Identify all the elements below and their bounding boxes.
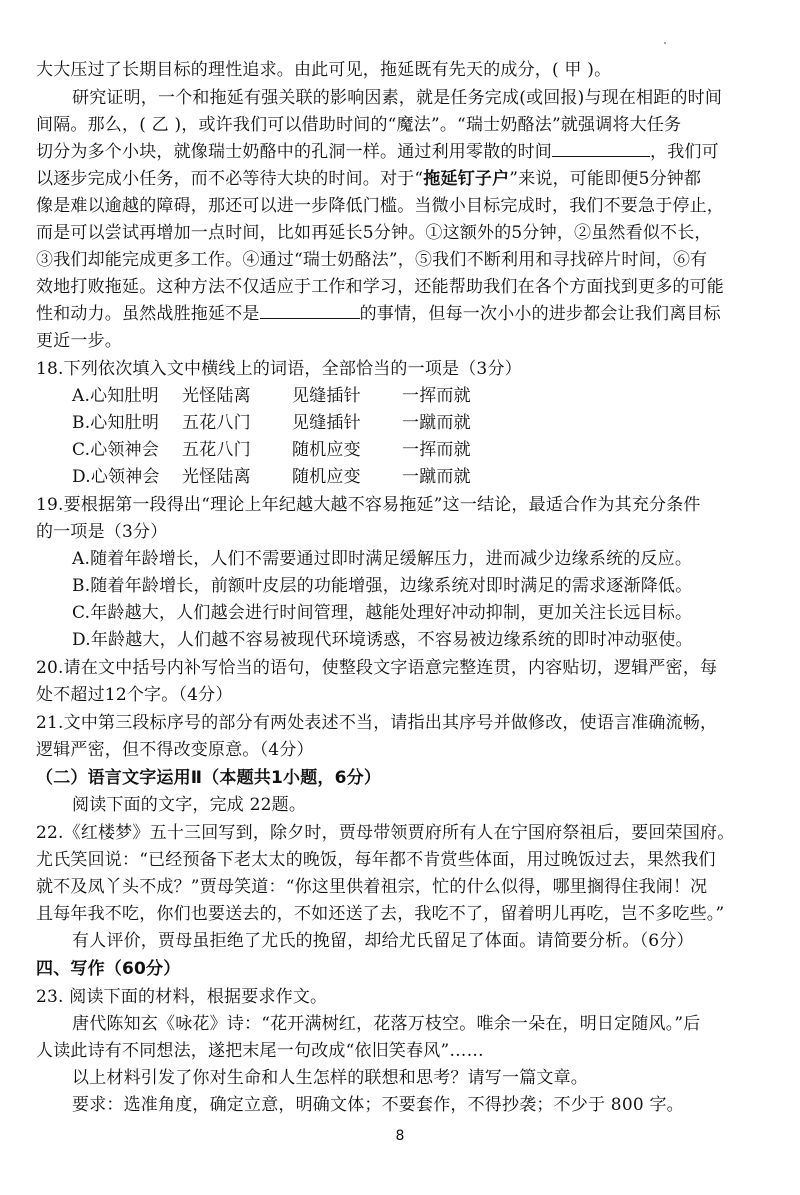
q18-option-c: C.心领神会 五花八门 随机应变 一挥而就 bbox=[72, 440, 471, 460]
research-line-5: 像是难以逾越的障碍，那还可以进一步降低门槛。当微小目标完成时，我们不要急于停止， bbox=[36, 196, 724, 216]
section4-heading: 四、写作（60分） bbox=[36, 959, 181, 979]
q22-line-1: 22.《红楼梦》五十三回写到，除夕时，贾母带领贾府所有人在宁国府祭祖后，要回荣国府。 bbox=[36, 823, 735, 843]
q21-line-2: 逻辑严密，但不得改变原意。（4分） bbox=[36, 740, 314, 760]
bold-term: 拖延钉子户 bbox=[423, 169, 510, 189]
fill-blank-2 bbox=[260, 302, 360, 319]
q19-stem-2: 的一项是（3分） bbox=[36, 522, 168, 542]
q20-line-1: 20.请在文中括号内补写恰当的语句，使整段文字语意完整连贯，内容贴切，逻辑严密，每 bbox=[36, 658, 718, 678]
q23-line-4: 以上材料引发了你对生命和人生怎样的联想和思考？请写一篇文章。 bbox=[72, 1068, 588, 1088]
q22-line-4: 且每年我不吃，你们也要送去的，不如还送了去，我吃不了，留着明儿再吃，岂不多吃些。” bbox=[36, 904, 725, 924]
q19-stem-1: 19.要根据第一段得出“理论上年纪越大越不容易拖延”这一结论，最适合作为其充分条件 bbox=[36, 495, 701, 515]
q23-line-5: 要求：选准角度，确定立意，明确文体；不要套作，不得抄袭；不少于 800 字。 bbox=[72, 1095, 684, 1115]
q21-line-1: 21.文中第三段标序号的部分有两处表述不当，请指出其序号并做修改，使语言准确流畅， bbox=[36, 713, 718, 733]
q19-option-b: B.随着年龄增长，前额叶皮层的功能增强，边缘系统对即时满足的需求逐渐降低。 bbox=[72, 576, 693, 596]
q22-line-5: 有人评价，贾母虽拒绝了尤氏的挽留，却给尤氏留足了体面。请简要分析。（6分） bbox=[72, 931, 694, 951]
page-number: 8 bbox=[395, 1128, 405, 1144]
research-line-1: 研究证明，一个和拖延有强关联的影响因素，就是任务完成(或回报)与现在相距的时间 bbox=[72, 88, 723, 108]
q20-line-2: 处不超过12个字。（4分） bbox=[36, 685, 233, 705]
q19-option-d: D.年龄越大，人们越不容易被现代环境诱惑，不容易被边缘系统的即时冲动驱使。 bbox=[72, 630, 693, 650]
q18-option-a: A.心知肚明 光怪陆离 见缝插针 一挥而就 bbox=[72, 386, 471, 406]
q23-line-3: 人读此诗有不同想法，遂把末尾一句改成“依旧笑春风”…… bbox=[36, 1041, 484, 1061]
research-line-10: 更近一步。 bbox=[36, 331, 122, 351]
q23-line-2: 唐代陈知玄《咏花》诗：“花开满树红，花落万枝空。唯余一朵在，明日定随风。”后 bbox=[72, 1014, 701, 1034]
research-line-4: 以逐步完成小任务，而不必等待大块的时间。对于“拖延钉子户”来说，可能即便5分钟都 bbox=[36, 169, 702, 189]
intro-line: 大大压过了长期目标的理性追求。由此可见，拖延既有先天的成分，( 甲 )。 bbox=[36, 60, 612, 80]
fill-blank-1 bbox=[552, 140, 650, 157]
section2-instruction: 阅读下面的文字，完成 22题。 bbox=[72, 795, 307, 815]
q18-stem: 18.下列依次填入文中横线上的词语，全部恰当的一项是（3分） bbox=[36, 359, 522, 379]
research-line-2: 间隔。那么，( 乙 )，或许我们可以借助时间的“魔法”。“瑞士奶酪法”就强调将大任务 bbox=[36, 115, 682, 135]
research-line-7: ③我们却能完成更多工作。④通过“瑞士奶酪法”，⑤我们不断利用和寻找碎片时间，⑥有 bbox=[36, 250, 708, 270]
q23-line-1: 23. 阅读下面的材料，根据要求作文。 bbox=[36, 987, 328, 1007]
q19-option-c: C.年龄越大，人们越会进行时间管理，越能处理好冲动抑制，更加关注长远目标。 bbox=[72, 603, 693, 623]
q22-line-3: 就不及凤丫头不成？”贾母笑道：“你这里供着祖宗，忙的什么似得，哪里搁得住我闹！况 bbox=[36, 877, 708, 897]
q18-option-b: B.心知肚明 五花八门 见缝插针 一蹴而就 bbox=[72, 413, 471, 433]
section2-heading: （二）语言文字运用Ⅱ（本题共1小题，6分） bbox=[36, 768, 382, 788]
research-line-6: 而是可以尝试再增加一点时间，比如再延长5分钟。①这额外的5分钟，②虽然看似不长， bbox=[36, 223, 712, 243]
q22-line-2: 尤氏笑回说：“已经预备下老太太的晚饭，每年都不肯赏些体面，用过晚饭过去，果然我们 bbox=[36, 850, 716, 870]
q18-option-d: D.心领神会 光怪陆离 随机应变 一蹴而就 bbox=[72, 467, 471, 487]
research-line-9: 性和动力。虽然战胜拖延不是 的事情，但每一次小小的进步都会让我们离目标 bbox=[36, 304, 721, 324]
scan-speck bbox=[664, 42, 666, 44]
q19-option-a: A.随着年龄增长，人们不需要通过即时满足缓解压力，进而减少边缘系统的反应。 bbox=[72, 549, 693, 569]
research-line-8: 效地打败拖延。这种方法不仅适应于工作和学习，还能帮助我们在各个方面找到更多的可能 bbox=[36, 277, 724, 297]
research-line-3: 切分为多个小块，就像瑞士奶酪中的孔洞一样。通过利用零散的时间 ，我们可 bbox=[36, 142, 719, 162]
